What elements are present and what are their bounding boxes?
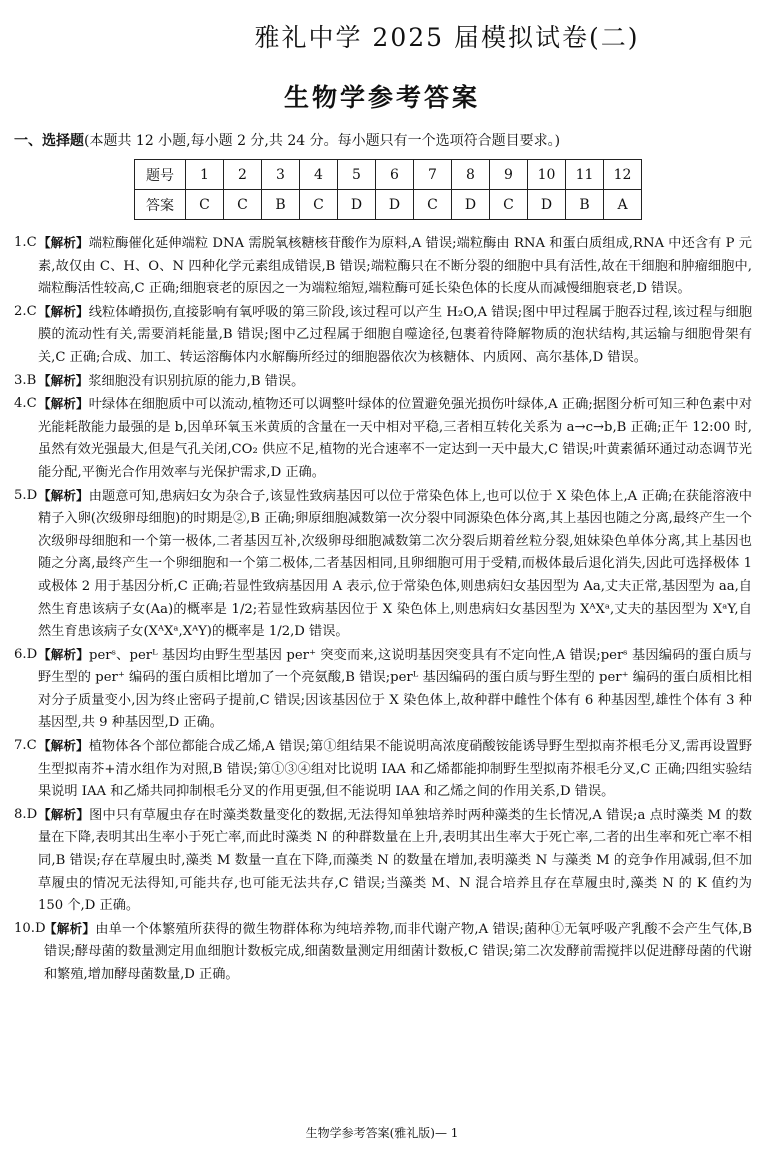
question-number: 12 xyxy=(604,160,642,190)
answer-cell: D xyxy=(452,190,490,220)
answer-cell: C xyxy=(300,190,338,220)
answer-cell: A xyxy=(604,190,642,220)
explanation-item-8 xyxy=(14,804,752,918)
answer-cell: D xyxy=(338,190,376,220)
analysis-tag: 【解析】 xyxy=(38,487,89,503)
analysis-tag: 【解析】 xyxy=(38,738,89,754)
question-number: 1 xyxy=(186,160,224,190)
explanation-list xyxy=(14,232,752,987)
explanation-number: 3.B xyxy=(14,372,37,388)
explanation-item-6 xyxy=(14,644,752,735)
explanation-item-4 xyxy=(14,393,752,484)
explanation-item-7 xyxy=(14,735,752,804)
explanation-item-1 xyxy=(14,232,752,301)
explanation-text: 由单一个体繁殖所获得的微生物群体称为纯培养物,而非代谢产物,A 错误;菌种①无氧呼吸产乳酸不会产生气体,B 错误;酵母菌的数量测定用血细胞计数板完成,细菌数量测定用细菌计数板,C 错误;第二次发酵前需搅拌以促进酵母菌的代谢和繁殖,增加酵母菌数量,D 正确。 xyxy=(44,921,753,982)
question-number: 10 xyxy=(528,160,566,190)
question-number: 11 xyxy=(566,160,604,190)
answer-cell: B xyxy=(262,190,300,220)
analysis-tag: 【解析】 xyxy=(38,303,89,319)
answer-cell: B xyxy=(566,190,604,220)
explanation-text: 图中只有草履虫存在时藻类数量变化的数据,无法得知单独培养时两种藻类的生长情况,A 错误;a 点时藻类 M 的数量在下降,表明其出生率小于死亡率,而此时藻类 N 的种群数量在上升,表明其出生率大于死亡率,二者的出生率和死亡率不相同,B 错误;存在草履虫时,藻类 M 数量一直在下降,而藻类 N 的数量在增加,表明藻类 N 与藻类 M 的竞争作用减弱,但不加草履虫的情况无法得知,可能共存,也可能无法共存,C 错误;当藻类 M、N 混合培养且存在草履虫时,藻类 N 的 K 值约为 150 个,D 正确。 xyxy=(38,807,752,914)
section-instructions: (本题共 12 小题,每小题 2 分,共 24 分。每小题只有一个选项符合题目要求。) xyxy=(84,133,561,149)
explanation-number: 6.D xyxy=(14,646,38,662)
explanation-item-2 xyxy=(14,301,752,370)
page-footer: 生物学参考答案(雅礼版)— 1 xyxy=(305,1126,459,1140)
explanation-text: 植物体各个部位都能合成乙烯,A 错误;第①组结果不能说明高浓度硝酸铵能诱导野生型拟南芥根毛分叉,需再设置野生型拟南芥+清水组作为对照,B 错误;第①③④组对比说明 IAA 和乙烯都能抑制野生型拟南芥根毛分叉,C 正确;四组实验结果说明 IAA 和乙烯共同抑制根毛分叉的作用更强,但不能说明 IAA 和乙烯之间的作用关系,D 错误。 xyxy=(38,739,753,800)
explanation-text: 线粒体嵴损伤,直接影响有氧呼吸的第三阶段,该过程可以产生 H₂O,A 错误;图中甲过程属于胞吞过程,该过程与细胞膜的流动性有关,需要消耗能量,B 错误;图中乙过程属于细胞自噬途径,包裹着待降解物质的泡状结构,其运输与细胞骨架有关,C 正确;合成、加工、转运溶酶体内水解酶所经过的细胞器依次为核糖体、内质网、高尔基体,D 错误。 xyxy=(38,304,753,365)
explanation-text: 叶绿体在细胞质中可以流动,植物还可以调整叶绿体的位置避免强光损伤叶绿体,A 正确;据图分析可知三种色素中对光能耗散能力最强的是 b,因单环氧玉米黄质的含量在一天中相对平稳,三者相互转化关系为 a→c→b,B 正确;正午 12:00 时,虽然有效光强最大,但是气孔关闭,CO₂ 供应不足,植物的光合速率不一定达到一天中最大,C 错误;叶黄素循环通过动态调节光能分配,平衡光合作用效率与光保护需求,D 正确。 xyxy=(38,397,753,480)
explanation-number: 5.D xyxy=(14,487,38,503)
explanation-text: 由题意可知,患病妇女为杂合子,该显性致病基因可以位于常染色体上,也可以位于 X 染色体上,A 正确;在获能溶液中精子入卵(次级卵母细胞)的时期是②,B 正确;卵原细胞减数第一次分裂中同源染色体分离,其上基因也随之分离,最终产生一个次级卵母细胞和一个第一极体,二者基因互补,次级卵母细胞减数第二次分裂后期着丝粒分裂,姐妹染色单体分离,其上基因也随之分离,最终产生一个卵细胞和一个第二极体,二者基因相同,且卵细胞可用于受精,而极体最后退化消失,因此可选择极体 1 或极体 2 用于基因分析,C 正确;若显性致病基因用 A 表示,位于常染色体,则患病妇女基因型为 Aa,丈夫正常,基因型为 aa,自然生育患该病子女(Aa)的概率是 1/2;若显性致病基因位于 X 染色体上,则患病妇女基因型为 XᴬXᵃ,丈夫的基因型为 XᵃY,自然生育患该病子女(XᴬXᵃ,XᴬY)的概率是 1/2,D 错误。 xyxy=(38,488,752,640)
document-title: 生物学参考答案 xyxy=(283,83,480,112)
explanation-number: 10.D xyxy=(14,920,46,936)
analysis-tag: 【解析】 xyxy=(38,806,90,822)
explanation-number: 1.C xyxy=(14,235,37,250)
question-number: 6 xyxy=(376,160,414,190)
explanation-item-10 xyxy=(14,918,752,987)
explanation-item-5 xyxy=(14,485,752,644)
answer-cell: D xyxy=(376,190,414,220)
analysis-tag: 【解析】 xyxy=(38,372,89,388)
question-number: 3 xyxy=(262,160,300,190)
answer-cell: C xyxy=(414,190,452,220)
analysis-tag: 【解析】 xyxy=(38,396,89,412)
answer-table-answer-row xyxy=(135,190,642,220)
analysis-tag: 【解析】 xyxy=(44,920,96,936)
section-heading xyxy=(14,130,560,150)
answer-cell: D xyxy=(528,190,566,220)
answer-cell: C xyxy=(224,190,262,220)
exam-header-title: 雅礼中学 2025 届模拟试卷(二) xyxy=(254,23,640,52)
analysis-tag: 【解析】 xyxy=(38,646,90,662)
explanation-text: 浆细胞没有识别抗原的能力,B 错误。 xyxy=(88,373,305,389)
explanation-number: 8.D xyxy=(14,806,38,822)
question-number: 5 xyxy=(338,160,376,190)
answer-cell: C xyxy=(186,190,224,220)
explanation-item-3 xyxy=(14,370,752,394)
explanation-text: perˢ、perᴸ 基因均由野生型基因 per⁺ 突变而来,这说明基因突变具有不定向性,A 错误;perˢ 基因编码的蛋白质与野生型的 per⁺ 编码的蛋白质相比增加了一个亮氨酸,B 错误;perᴸ 基因编码的蛋白质与野生型的 per⁺ 编码的蛋白质相比相对分子质量变小,因为终止密码子提前,C 错误;因该基因位于 X 染色体上,故种群中雌性个体有 6 种基因型,雄性个体有 3 种基因型,共 9 种基因型,D 正确。 xyxy=(38,647,752,731)
answer-table xyxy=(134,159,642,220)
question-number: 4 xyxy=(300,160,338,190)
row-label-answer: 答案 xyxy=(135,190,186,220)
answer-table-number-row xyxy=(135,160,642,190)
explanation-number: 7.C xyxy=(14,738,37,754)
analysis-tag: 【解析】 xyxy=(38,235,89,250)
explanation-text: 端粒酶催化延伸端粒 DNA 需脱氧核糖核苷酸作为原料,A 错误;端粒酶由 RNA 和蛋白质组成,RNA 中还含有 P 元素,故仅由 C、H、O、N 四种化学元素组成错误,B 错误;端粒酶只在不断分裂的细胞中具有活性,故在干细胞和肿瘤细胞中,端粒酶活性较高,C 正确;细胞衰老的原因之一为端粒缩短,端粒酶可延长染色体的长度从而减慢细胞衰老,D 错误。 xyxy=(38,236,752,297)
question-number: 2 xyxy=(224,160,262,190)
section-label: 一、选择题 xyxy=(14,133,84,149)
explanation-number: 4.C xyxy=(14,396,37,412)
row-label-number: 题号 xyxy=(135,160,186,190)
answer-cell: C xyxy=(490,190,528,220)
question-number: 8 xyxy=(452,160,490,190)
explanation-number: 2.C xyxy=(14,303,37,319)
question-number: 7 xyxy=(414,160,452,190)
question-number: 9 xyxy=(490,160,528,190)
